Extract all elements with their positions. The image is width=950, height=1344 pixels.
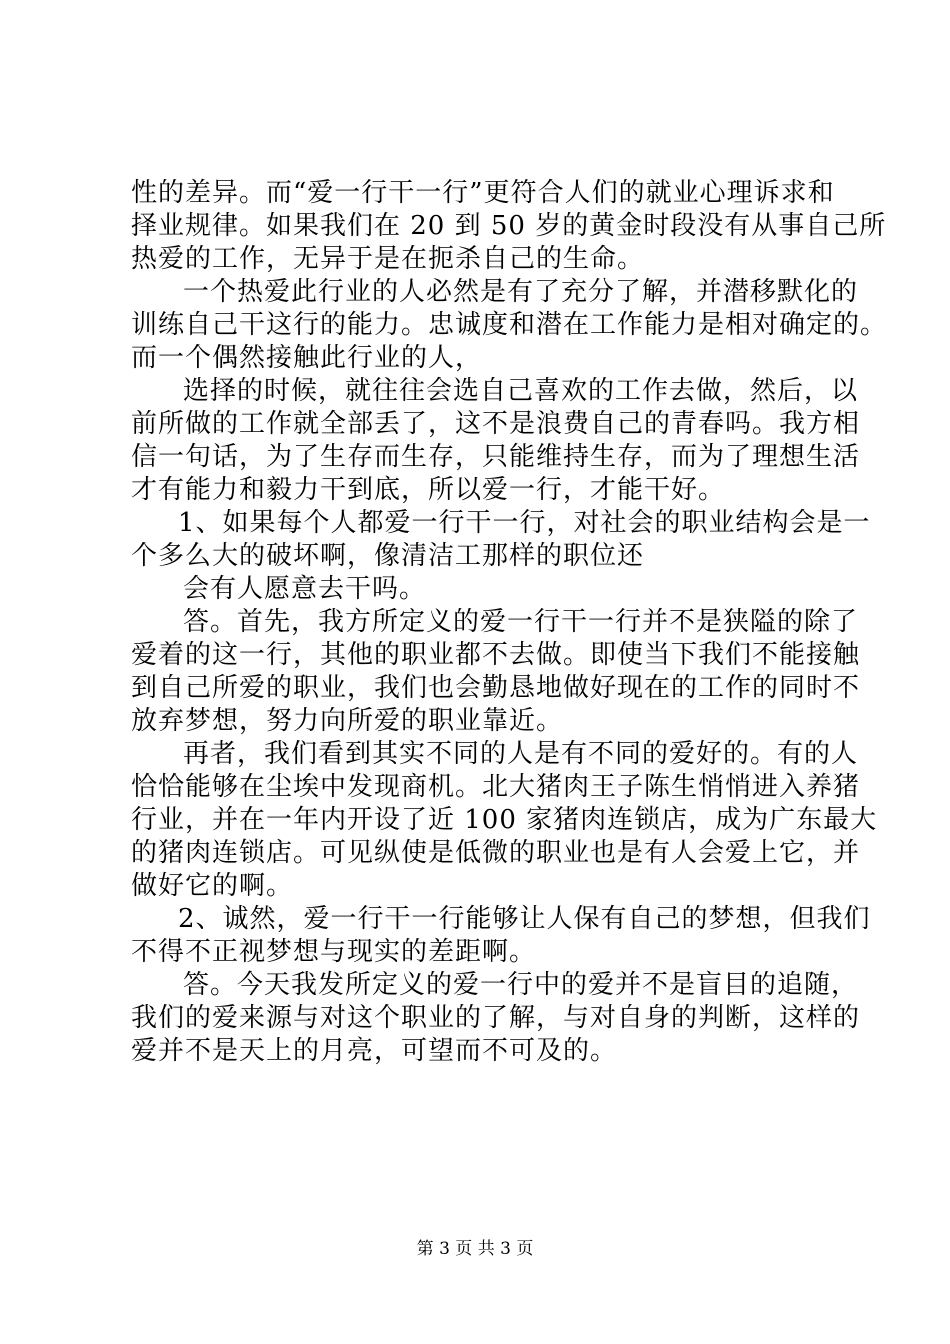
text-line: 一个热爱此行业的人必然是有了充分了解，并潜移默化的 bbox=[183, 277, 859, 307]
text-line: 个多么大的破坏啊，像清洁工那样的职位还 bbox=[131, 541, 645, 571]
text-line: 做好它的啊。 bbox=[131, 871, 294, 901]
text-line: 再者，我们看到其实不同的人是有不同的爱好的。有的人 bbox=[183, 739, 859, 769]
text-line: 爱着的这一行，其他的职业都不去做。即使当下我们不能接触 bbox=[131, 640, 861, 670]
text-line: 才有能力和毅力干到底，所以爱一行，才能干好。 bbox=[131, 475, 726, 505]
text-line: 会有人愿意去干吗。 bbox=[183, 574, 427, 604]
text-line: 选择的时候，就往往会选自己喜欢的工作去做，然后，以 bbox=[183, 376, 859, 406]
text-line: 而一个偶然接触此行业的人， bbox=[131, 343, 483, 373]
text-line: 训练自己干这行的能力。忠诚度和潜在工作能力是相对确定的。 bbox=[131, 310, 888, 340]
text-line: 放弃梦想，努力向所爱的职业靠近。 bbox=[131, 706, 564, 736]
text-line: 不得不正视梦想与现实的差距啊。 bbox=[131, 937, 537, 967]
text-line: 2、诚然，爱一行干一行能够让人保有自己的梦想，但我们 bbox=[178, 904, 871, 934]
page-number-footer: 第 3 页 共 3 页 bbox=[416, 1239, 534, 1259]
text-line: 我们的爱来源与对这个职业的了解，与对自身的判断，这样的 bbox=[131, 1003, 861, 1033]
text-line: 恰恰能够在尘埃中发现商机。北大猪肉王子陈生悄悄进入养猪 bbox=[131, 772, 861, 802]
text-line: 答。今天我发所定义的爱一行中的爱并不是盲目的追随， bbox=[183, 970, 859, 1000]
text-line: 行业，并在一年内开设了近 100 家猪肉连锁店，成为广东最大 bbox=[131, 805, 878, 835]
text-line: 择业规律。如果我们在 20 到 50 岁的黄金时段没有从事自己所 bbox=[131, 211, 887, 241]
text-line: 前所做的工作就全部丢了，这不是浪费自己的青春吗。我方相 bbox=[131, 409, 861, 439]
text-line: 答。首先，我方所定义的爱一行干一行并不是狭隘的除了 bbox=[183, 607, 859, 637]
text-line: 性的差异。而“爱一行干一行”更符合人们的就业心理诉求和 bbox=[131, 178, 835, 208]
text-line: 的猪肉连锁店。可见纵使是低微的职业也是有人会爱上它，并 bbox=[131, 838, 861, 868]
text-line: 到自己所爱的职业，我们也会勤恳地做好现在的工作的同时不 bbox=[131, 673, 861, 703]
text-line: 1、如果每个人都爱一行干一行，对社会的职业结构会是一 bbox=[178, 508, 871, 538]
text-line: 信一句话，为了生存而生存，只能维持生存，而为了理想生活 bbox=[131, 442, 861, 472]
text-line: 爱并不是天上的月亮，可望而不可及的。 bbox=[131, 1036, 618, 1066]
text-line: 热爱的工作，无异于是在扼杀自己的生命。 bbox=[131, 244, 645, 274]
